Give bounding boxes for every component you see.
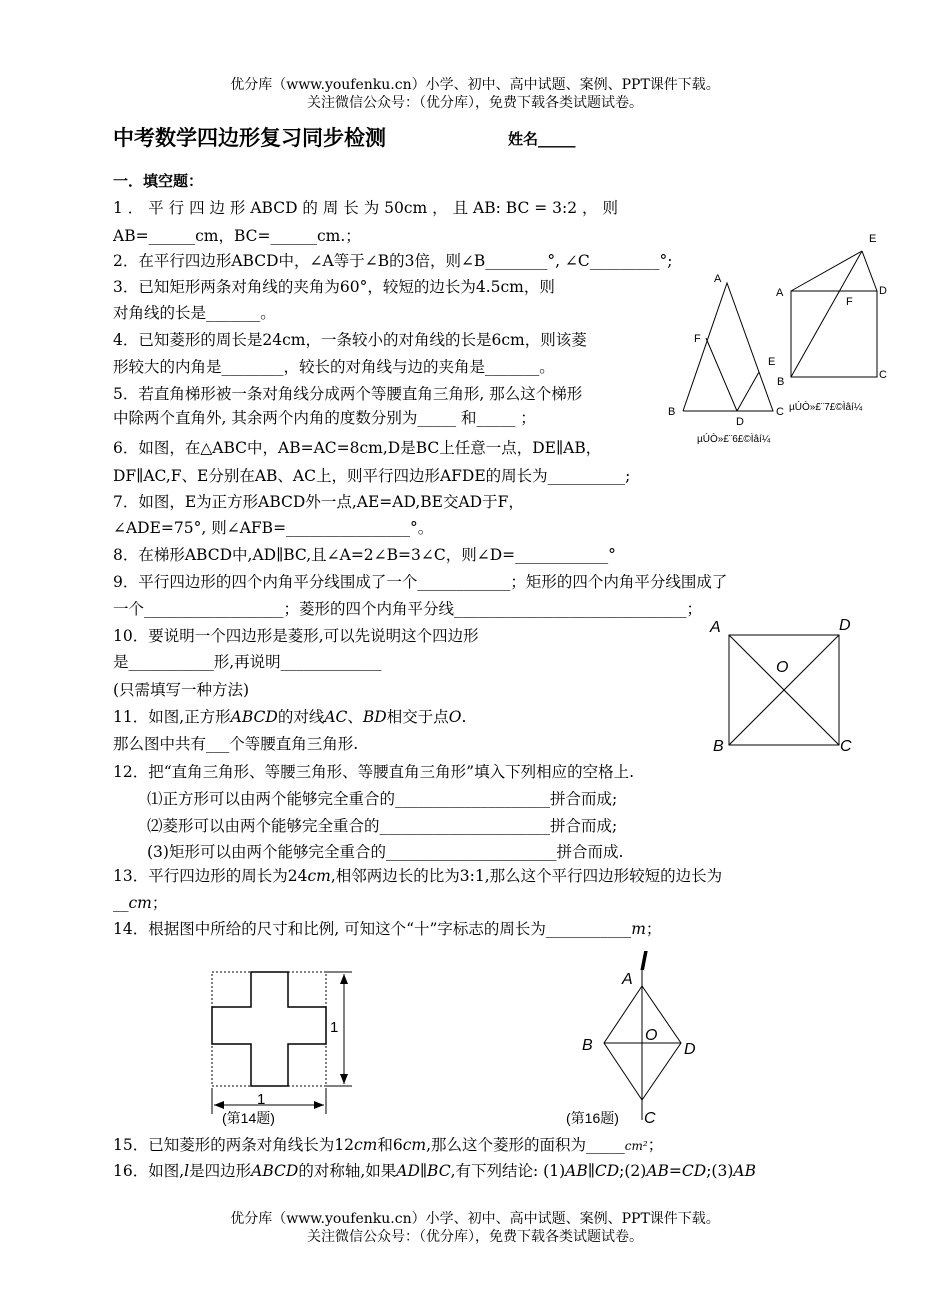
site-header-line2: 关注微信公众号：（优分库），免费下载各类试题试卷。 bbox=[307, 95, 643, 111]
label-d: D bbox=[684, 1041, 696, 1058]
question-4-line2: 形较大的内角是________，较长的对角线与边的夹角是_______。 bbox=[113, 358, 555, 376]
question-12: 12．把“直角三角形、等腰三角形、等腰直角三角形”填入下列相应的空格上. bbox=[113, 763, 635, 781]
label-a: A bbox=[776, 287, 784, 299]
question-11-line1: 11．如图,正方形ABCD的对线AC、BD相交于点O. bbox=[113, 708, 467, 726]
triangle-abc bbox=[683, 283, 776, 411]
question-15: 15．已知菱形的两条对角线长为12cm和6cm,那么这个菱形的面积为_____cm²； bbox=[113, 1136, 664, 1154]
question-8: 8．在梯形ABCD中,AD∥BC,且∠A=2∠B=3∠C，则∠D=____________° bbox=[113, 546, 616, 564]
figure-caption-q7: µÚÒ»£¨7£©Ìâí¼ bbox=[789, 402, 863, 413]
question-10-line2: 是___________形,再说明_____________ bbox=[113, 653, 382, 671]
question-16: 16．如图,l是四边形ABCD的对称轴,如果AD∥BC,有下列结论: (1)AB∥CD;(2)AB=CD;(3)AB bbox=[113, 1162, 756, 1180]
site-footer-line2: 关注微信公众号：（优分库），免费下载各类试题试卷。 bbox=[307, 1229, 643, 1245]
question-3-line1: 3．已知矩形两条对角线的夹角为60°，较短的边长为4.5cm，则 bbox=[113, 278, 555, 296]
question-5-line1: 5．若直角梯形被一条对角线分成两个等腰直角三角形, 那么这个梯形 bbox=[113, 385, 583, 403]
segment-be bbox=[791, 251, 862, 377]
label-a: A bbox=[710, 619, 721, 636]
label-b: B bbox=[713, 738, 724, 755]
label-d: D bbox=[879, 285, 887, 297]
square-figure-q11 bbox=[705, 612, 865, 758]
label-b: B bbox=[777, 376, 785, 388]
dotted-bounding-square bbox=[212, 972, 326, 1086]
rhombus-figure-q16 bbox=[560, 948, 720, 1128]
question-4-line1: 4．已知菱形的周长是24cm，一条较小的对角线的长是6cm，则该菱 bbox=[113, 331, 587, 349]
question-1-line2: AB=______cm，BC=______cm.； bbox=[113, 227, 361, 245]
question-5-line2: 中除两个直角外, 其余两个内角的度数分别为_____ 和_____ ； bbox=[113, 409, 536, 427]
question-14: 14．根据图中所给的尺寸和比例, 可知这个“十”字标志的周长为___________m； bbox=[113, 920, 662, 938]
question-2: 2．在平行四边形ABCD中，∠A等于∠B的3倍，则∠B________°, ∠C_________°; bbox=[113, 252, 673, 270]
arrowhead bbox=[214, 1101, 224, 1109]
segment-de bbox=[737, 372, 759, 411]
label-f: F bbox=[846, 296, 853, 308]
label-b: B bbox=[582, 1037, 593, 1054]
label-o: O bbox=[776, 659, 789, 676]
site-header-line1: 优分库（www.youfenku.cn）小学、初中、高中试题、案例、PPT课件下载。 bbox=[230, 77, 720, 93]
question-7-line1: 7．如图，E为正方形ABCD外一点,AE=AD,BE交AD于F， bbox=[113, 493, 524, 511]
question-9-line2: 一个__________________；菱形的四个内角平分线______________________________； bbox=[113, 600, 703, 618]
horizontal-dimension-label: 1 bbox=[257, 1091, 266, 1108]
figure-caption-q6: µÚÒ»£¨6£©Ìâí¼ bbox=[697, 434, 771, 445]
arrowhead bbox=[314, 1101, 324, 1109]
site-footer-line1: 优分库（www.youfenku.cn）小学、初中、高中试题、案例、PPT课件下载。 bbox=[230, 1211, 720, 1227]
label-e: E bbox=[869, 233, 877, 245]
segment-ed bbox=[862, 251, 877, 291]
label-c: C bbox=[776, 406, 784, 418]
label-c: C bbox=[879, 369, 887, 381]
segment-ae bbox=[791, 251, 862, 291]
label-b: B bbox=[668, 406, 676, 418]
label-c: C bbox=[644, 1110, 656, 1127]
section-heading: 一．填空题： bbox=[113, 172, 204, 190]
question-11-line2: 那么图中共有___个等腰直角三角形. bbox=[113, 735, 359, 753]
question-9-line1: 9．平行四边形的四个内角平分线围成了一个____________；矩形的四个内角平分线围成了 bbox=[113, 573, 728, 591]
arrowhead bbox=[340, 974, 348, 984]
figure-caption-q14: (第14题) bbox=[222, 1110, 275, 1126]
question-12-item2: ⑵菱形可以由两个能够完全重合的______________________拼合而成; bbox=[147, 817, 618, 835]
question-12-item3: (3)矩形可以由两个能够完全重合的______________________拼合而成. bbox=[147, 843, 624, 861]
segment-fd bbox=[706, 338, 737, 411]
label-o: O bbox=[645, 1027, 658, 1044]
name-field-label: 姓名_____ bbox=[508, 130, 576, 148]
label-a: A bbox=[714, 273, 722, 285]
square-abcd bbox=[791, 291, 877, 377]
question-10-line3: (只需填写一种方法) bbox=[113, 681, 250, 699]
label-e: E bbox=[768, 356, 776, 368]
question-1-line1: 1 ． 平 行 四 边 形 ABCD 的 周 长 为 50cm ， 且 AB: BC = 3:2 ， 则 bbox=[113, 199, 618, 217]
square-figure-q7 bbox=[770, 230, 900, 420]
question-6-line2: DF∥AC,F、E分别在AB、AC上，则平行四边形AFDE的周长为__________; bbox=[113, 467, 631, 485]
vertical-dimension-label: 1 bbox=[330, 1019, 339, 1036]
label-d: D bbox=[839, 617, 851, 634]
cross-shape bbox=[212, 972, 326, 1086]
question-7-line2: ∠ADE=75°, 则∠AFB=________________°。 bbox=[113, 519, 434, 537]
cross-figure-q14 bbox=[200, 962, 370, 1132]
arrowhead bbox=[340, 1074, 348, 1084]
question-12-item1: ⑴正方形可以由两个能够完全重合的____________________拼合而成; bbox=[147, 790, 618, 808]
page-title: 中考数学四边形复习同步检测 bbox=[113, 126, 386, 150]
label-a: A bbox=[622, 971, 633, 988]
label-f: F bbox=[694, 333, 701, 345]
label-d: D bbox=[736, 416, 744, 428]
figure-caption-q16: (第16题) bbox=[566, 1110, 619, 1126]
question-13-line2: __cm； bbox=[113, 894, 168, 912]
label-c: C bbox=[840, 738, 852, 755]
question-13-line1: 13．平行四边形的周长为24cm,相邻两边长的比为3:1,那么这个平行四边形较短的边长为 bbox=[113, 867, 723, 885]
question-6-line1: 6．如图，在△ABC中，AB=AC=8cm,D是BC上任意一点，DE∥AB， bbox=[113, 439, 602, 457]
question-3-line2: 对角线的长是_______。 bbox=[113, 304, 276, 322]
question-10-line1: 10．要说明一个四边形是菱形,可以先说明这个四边形 bbox=[113, 627, 479, 645]
label-l: l bbox=[640, 946, 648, 976]
